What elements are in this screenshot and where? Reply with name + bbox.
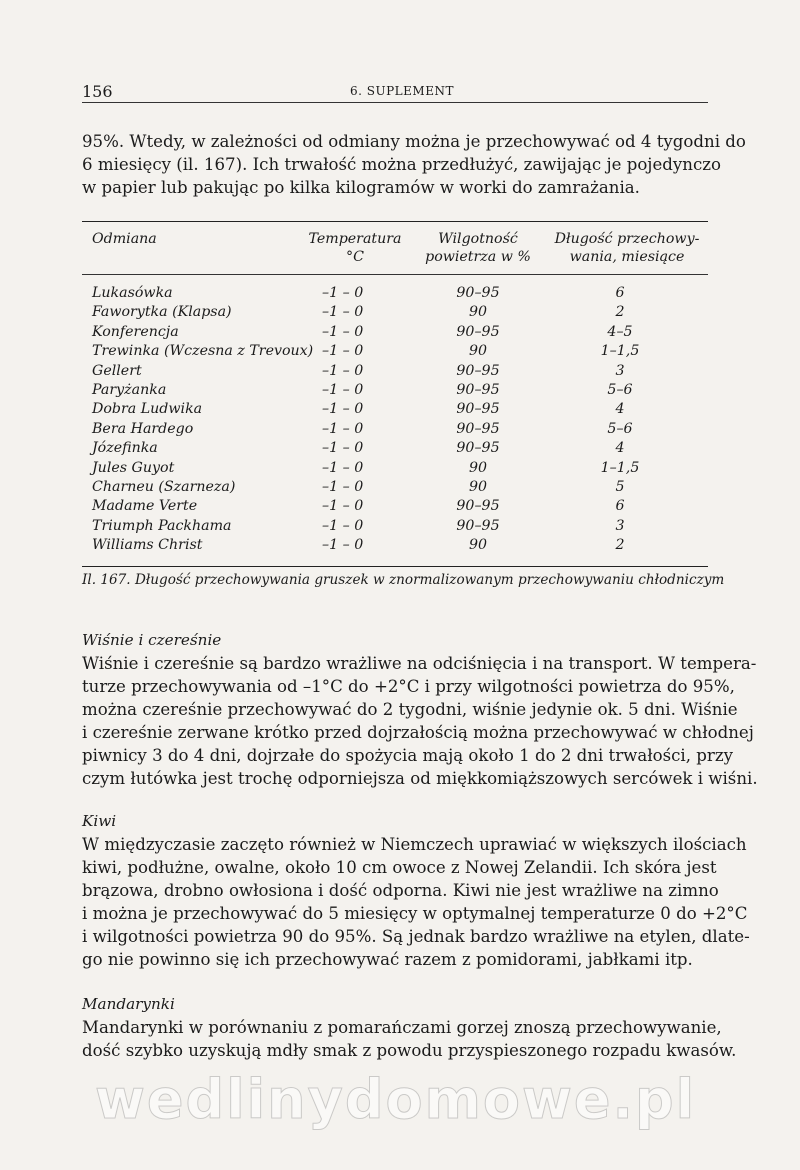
table-header: [82, 222, 708, 275]
text-line: można czereśnie przechowywać do 2 tygodni, wiśnie jedynie ok. 5 dni. Wiśnie: [82, 700, 738, 719]
page-header: [82, 78, 708, 104]
col-header-temperature-line1: Temperatura: [308, 231, 402, 247]
cell-duration: 3: [615, 362, 625, 379]
cell-duration: 6: [615, 498, 625, 515]
cell-variety: Bera Hardego: [92, 420, 194, 437]
col-header-temperature-line2: °C: [346, 249, 364, 265]
cell-temperature: –1 – 0: [322, 459, 364, 476]
cell-variety: Williams Christ: [92, 537, 203, 554]
table-row: [82, 323, 708, 342]
cell-humidity: 90–95: [456, 323, 500, 340]
text-line: i czereśnie zerwane krótko przed dojrzałością można przechowywać w chłodnej: [82, 723, 754, 742]
col-header-variety: Odmiana: [92, 231, 157, 247]
cell-variety: Madame Verte: [92, 498, 198, 515]
cell-duration: 5–6: [607, 420, 633, 437]
cell-temperature: –1 – 0: [322, 478, 364, 495]
text-line: i wilgotności powietrza 90 do 95%. Są jednak bardzo wrażliwe na etylen, dlate-: [82, 927, 750, 946]
cell-temperature: –1 – 0: [322, 381, 364, 398]
cell-temperature: –1 – 0: [322, 420, 364, 437]
storage-table: [82, 221, 708, 567]
cell-humidity: 90: [468, 459, 488, 476]
table-row: [82, 362, 708, 381]
cell-temperature: –1 – 0: [322, 517, 364, 534]
text-line: w papier lub pakując po kilka kilogramów w worki do zamrażania.: [82, 178, 640, 197]
header-rule: [82, 102, 708, 103]
text-line: Mandarynki w porównaniu z pomarańczami gorzej znoszą przechowywanie,: [82, 1018, 722, 1037]
cell-variety: Triumph Packhama: [92, 517, 232, 534]
table-row: [82, 459, 708, 478]
cell-duration: 1–1,5: [600, 459, 640, 476]
cell-temperature: –1 – 0: [322, 343, 364, 360]
text-line: W międzyczasie zaczęto również w Niemczech uprawiać w większych ilościach: [82, 835, 747, 854]
text-line: Wiśnie i czereśnie są bardzo wrażliwe na odciśnięcia i na transport. W tempera-: [82, 654, 757, 673]
cell-duration: 1–1,5: [600, 343, 640, 360]
section-heading-kiwi: Kiwi: [82, 812, 117, 830]
cell-humidity: 90: [468, 537, 488, 554]
cell-humidity: 90: [468, 304, 488, 321]
cell-variety: Paryżanka: [92, 381, 167, 398]
cell-humidity: 90: [468, 343, 488, 360]
cell-variety: Faworytka (Klapsa): [92, 304, 232, 321]
section-heading-cherries: Wiśnie i czereśnie: [82, 631, 222, 649]
table-row: [82, 439, 708, 458]
text-line: czym łutówka jest trochę odporniejsza od miękkomiąższowych sercówek i wiśni.: [82, 769, 758, 788]
cell-duration: 4: [615, 401, 625, 418]
cell-variety: Gellert: [92, 362, 142, 379]
cell-variety: Konferencja: [92, 323, 179, 340]
cell-variety: Dobra Ludwika: [92, 401, 203, 418]
table-row: [82, 303, 708, 322]
col-header-duration-line1: Długość przechowy-: [554, 231, 700, 247]
cell-duration: 2: [615, 537, 625, 554]
table-row: [82, 497, 708, 516]
cell-temperature: –1 – 0: [322, 362, 364, 379]
cell-humidity: 90–95: [456, 381, 500, 398]
paragraph-kiwi: [82, 833, 750, 971]
table-row: [82, 284, 708, 303]
cell-humidity: 90–95: [456, 285, 500, 301]
cell-temperature: –1 – 0: [322, 440, 364, 457]
text-line: i można je przechowywać do 5 miesięcy w optymalnej temperaturze 0 do +2°C: [82, 904, 748, 923]
cell-humidity: 90–95: [456, 517, 500, 534]
col-header-duration-line2: wania, miesiące: [569, 249, 685, 265]
cell-variety: Trewinka (Wczesna z Trevoux): [92, 343, 314, 360]
cell-humidity: 90–95: [456, 440, 500, 457]
table-row: [82, 381, 708, 400]
text-line: turze przechowywania od –1°C do +2°C i przy wilgotności powietrza do 95%,: [82, 677, 735, 696]
cell-temperature: –1 – 0: [322, 537, 364, 554]
watermark: wedlinydomowe.pl: [95, 1068, 697, 1131]
cell-temperature: –1 – 0: [322, 401, 364, 418]
cell-temperature: –1 – 0: [322, 285, 364, 301]
text-line: 6 miesięcy (il. 167). Ich trwałość można przedłużyć, zawijając je pojedynczo: [82, 155, 721, 174]
cell-humidity: 90–95: [456, 420, 500, 437]
paragraph-mandarins: [82, 1016, 737, 1062]
cell-duration: 2: [615, 304, 625, 321]
cell-variety: Lukasówka: [92, 285, 173, 301]
cell-temperature: –1 – 0: [322, 304, 364, 321]
table-body: [82, 284, 708, 555]
cell-duration: 3: [615, 517, 625, 534]
section-heading-mandarins: Mandarynki: [82, 995, 175, 1013]
paragraph-cherries: [82, 652, 758, 790]
col-header-humidity-line1: Wilgotność: [438, 231, 518, 247]
table-row: [82, 400, 708, 419]
col-header-temperature: [300, 230, 410, 266]
table-row: [82, 478, 708, 497]
cell-temperature: –1 – 0: [322, 498, 364, 515]
cell-humidity: 90: [468, 478, 488, 495]
cell-duration: 4: [615, 440, 625, 457]
cell-humidity: 90–95: [456, 498, 500, 515]
cell-duration: 5: [615, 478, 625, 495]
text-line: kiwi, podłużne, owalne, około 10 cm owoce z Nowej Zelandii. Ich skóra jest: [82, 858, 717, 877]
table-row: [82, 517, 708, 536]
figure-caption: Il. 167. Długość przechowywania gruszek w znormalizowanym przechowywaniu chłodniczym: [82, 572, 725, 588]
cell-duration: 4–5: [607, 323, 633, 340]
cell-humidity: 90–95: [456, 401, 500, 418]
text-line: 95%. Wtedy, w zależności od odmiany można je przechowywać od 4 tygodni do: [82, 132, 746, 151]
col-header-humidity-line2: powietrza w %: [425, 249, 531, 265]
table-row: [82, 420, 708, 439]
section-title: 6. SUPLEMENT: [350, 84, 454, 98]
table-row: [82, 536, 708, 555]
page-number: 156: [82, 82, 113, 101]
text-line: dość szybko uzyskują mdły smak z powodu przyspieszonego rozpadu kwasów.: [82, 1041, 737, 1060]
col-header-humidity: [418, 230, 538, 266]
table-row: [82, 342, 708, 361]
cell-humidity: 90–95: [456, 362, 500, 379]
cell-duration: 5–6: [607, 381, 633, 398]
text-line: piwnicy 3 do 4 dni, dojrzałe do spożycia mają około 1 do 2 dni trwałości, przy: [82, 746, 733, 765]
cell-variety: Charneu (Szarneza): [92, 478, 236, 495]
text-line: brązowa, drobno owłosiona i dość odporna. Kiwi nie jest wrażliwe na zimno: [82, 881, 719, 900]
text-line: go nie powinno się ich przechowywać razem z pomidorami, jabłkami itp.: [82, 950, 693, 969]
cell-duration: 6: [615, 285, 625, 301]
cell-temperature: –1 – 0: [322, 323, 364, 340]
cell-variety: Jules Guyot: [92, 459, 175, 476]
col-header-duration: [552, 230, 702, 266]
intro-paragraph: [82, 130, 746, 199]
cell-variety: Józefinka: [92, 440, 158, 457]
